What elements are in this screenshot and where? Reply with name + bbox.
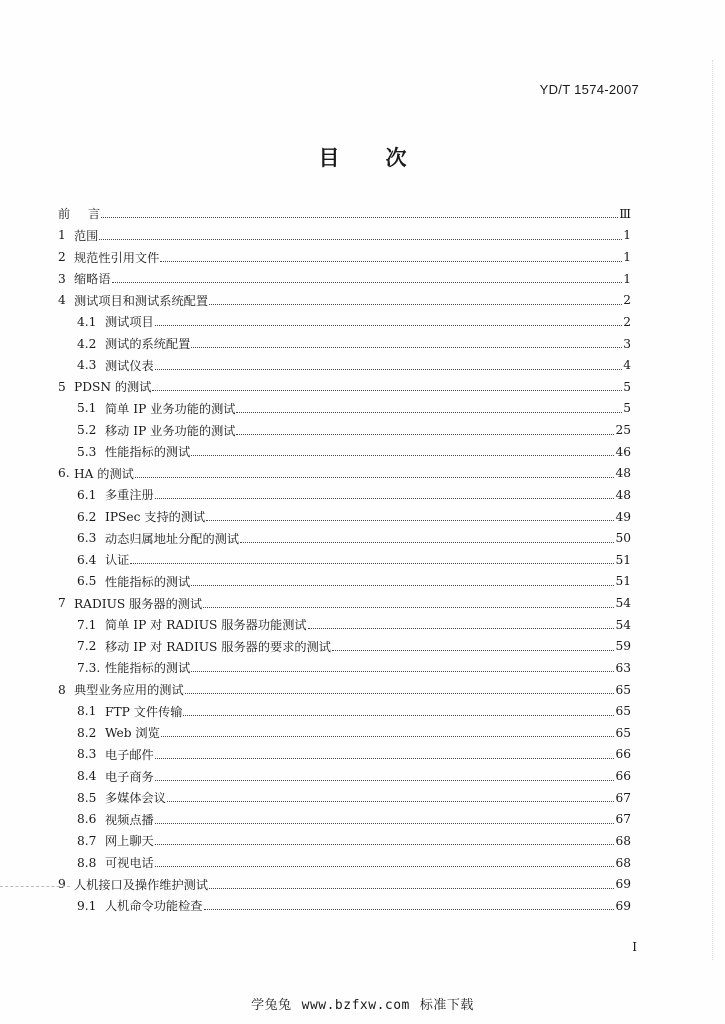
toc-entry [58,463,631,485]
toc-entry-label: RADIUS 服务器的测试 [74,596,203,611]
title-char-2: 次 [385,146,407,170]
toc-entry-number: 7.2 [77,639,97,654]
toc-entry [58,636,631,658]
toc-entry [58,419,631,441]
toc-entry [58,744,631,766]
toc-entry-number: 3 [58,271,66,286]
toc-entry-page: 65 [615,682,631,697]
toc-leader-dots [155,359,622,370]
toc-entry-number: 8 [58,682,66,697]
toc-entry-label: 人机接口及操作维护测试 [74,877,209,892]
toc-entry-page: 59 [615,639,631,654]
toc-entry-number: 5.1 [77,401,97,416]
toc-entry-number: 5.2 [77,423,97,438]
toc-entry-label: 多媒体会议 [105,791,166,806]
toc-leader-dots [185,683,615,694]
toc-entry-page: 54 [615,596,631,611]
toc-leader-dots [308,618,615,629]
toc-entry [58,268,631,290]
toc-entry-label: 人机命令功能检查 [105,899,203,914]
toc-entry-number: 5.3 [77,444,97,459]
footer-watermark [0,994,725,1013]
toc-leader-dots [204,899,615,910]
toc-entry-page: 1 [623,228,631,243]
toc-entry-page: 69 [615,898,631,913]
toc-entry-page: 67 [615,790,631,805]
toc-entry [58,700,631,722]
toc-leader-dots [112,272,623,283]
toc-entry-number: 8.3 [77,747,97,762]
toc-entry-label: 多重注册 [105,488,154,503]
toc-leader-dots [155,770,615,781]
toc-entry-page: 66 [615,747,631,762]
toc-leader-dots [161,726,615,737]
toc-entry-number: 8.8 [77,855,97,870]
toc-entry-page: 54 [615,617,631,632]
toc-entry-number: 6.3 [77,531,97,546]
toc-entry [58,506,631,528]
toc-entry [58,354,631,376]
toc-entry-page: 48 [615,487,631,502]
toc-entry [58,333,631,355]
toc-leader-dots [183,705,614,716]
toc-entry [58,311,631,333]
toc-entry-page: 69 [615,877,631,892]
toc-entry-page: 66 [615,769,631,784]
toc-entry-label: 言 [88,207,101,222]
toc-entry [58,376,631,398]
toc-entry-page: 5 [623,401,631,416]
toc-entry-page: 5 [623,379,631,394]
toc-entry-page: 4 [623,358,631,373]
toc-entry-label: 规范性引用文件 [74,250,160,265]
footer-right: 标准下载 [419,998,474,1013]
toc-entry-page: 51 [615,574,631,589]
toc-entry [58,895,631,917]
toc-entry-label: 测试项目 [105,315,154,330]
toc-entry [58,246,631,268]
toc-entry-number: 8.1 [77,704,97,719]
toc-entry [58,830,631,852]
toc-entry-label: 网上聊天 [105,834,154,849]
toc-leader-dots [191,445,614,456]
toc-entry [58,852,631,874]
footer-site: www.bzfxw.com [301,998,410,1013]
toc-entry [58,722,631,744]
toc-entry-number: 6.1 [77,487,97,502]
toc-leader-dots [155,315,622,326]
toc-entry-page: 2 [623,293,631,308]
toc-entry-number: 4.2 [77,336,97,351]
toc-entry-page: 46 [615,444,631,459]
toc-entry [58,679,631,701]
toc-entry [58,225,631,247]
toc-entry-label: 范围 [74,228,99,243]
toc-entry [58,873,631,895]
toc-entry-label: 视频点播 [105,812,154,827]
toc-leader-dots [155,813,615,824]
toc-leader-dots [209,878,614,889]
toc-leader-dots [236,402,622,413]
toc-entry-page: 68 [615,855,631,870]
toc-entry-number: 5 [58,379,66,394]
toc-entry [58,398,631,420]
toc-entry-label: Web 浏览 [105,726,160,741]
toc-entry-label: 认证 [105,553,130,568]
toc-entry-page: 63 [615,660,631,675]
toc-entry-number: 6.2 [77,509,97,524]
toc-entry-label: 移动 IP 对 RADIUS 服务器的要求的测试 [105,639,331,654]
toc-entry-label: 性能指标的测试 [105,574,191,589]
toc-entry [58,571,631,593]
toc-entry-number: 前 [58,207,71,222]
toc-entry-page: 49 [615,509,631,524]
toc-entry-label: 可视电话 [105,856,154,871]
toc-entry-page: 65 [615,704,631,719]
toc-entry-number: 8.4 [77,769,97,784]
toc-entry [58,809,631,831]
toc-entry [58,203,631,225]
toc-leader-dots [236,424,614,435]
toc-entry-label: 性能指标的测试 [105,445,191,460]
scan-artifact-edge [712,60,713,960]
toc-entry-number: 6. [58,466,70,481]
toc-entry-number: 1 [58,228,66,243]
toc-leader-dots [130,553,614,564]
toc-leader-dots [191,661,614,672]
toc-entry-label: 测试仪表 [105,358,154,373]
toc-entry-label: 移动 IP 业务功能的测试 [105,423,236,438]
toc-entry-number: 8.6 [77,812,97,827]
toc-entry-page: 1 [623,271,631,286]
toc-leader-dots [99,229,622,240]
toc-entry-page: 2 [623,314,631,329]
toc-entry-page: 48 [615,466,631,481]
page-title [0,142,725,172]
toc-leader-dots [332,640,615,651]
toc-entry-label: 简单 IP 业务功能的测试 [105,401,236,416]
toc-leader-dots [206,510,614,521]
toc-leader-dots [101,207,618,218]
toc-entry-label: 缩略语 [74,272,111,287]
toc-entry-label: IPSec 支持的测试 [105,510,206,525]
toc-entry-number: 6.4 [77,552,97,567]
toc-leader-dots [203,597,614,608]
toc-entry [58,441,631,463]
toc-entry-number: 7.3. [77,660,101,675]
toc-entry-page: 25 [615,423,631,438]
toc-entry-label: 测试项目和测试系统配置 [74,293,209,308]
toc-entry-number: 4 [58,293,66,308]
page-number: I [632,940,637,954]
toc-entry [58,290,631,312]
toc-entry-page: 65 [615,725,631,740]
toc-entry-number: 8.7 [77,833,97,848]
toc-entry-page: 68 [615,833,631,848]
toc-entry-label: PDSN 的测试 [74,380,152,395]
toc-entry-page: 3 [623,336,631,351]
toc-entry-label: 测试的系统配置 [105,337,191,352]
toc-entry-number: 7.1 [77,617,97,632]
toc-entry-label: 性能指标的测试 [105,661,191,676]
toc-entry [58,549,631,571]
toc-entry-label: HA 的测试 [74,466,134,481]
toc-leader-dots [191,575,614,586]
toc-entry [58,657,631,679]
toc-entry [58,614,631,636]
toc-entry [58,592,631,614]
toc-entry-label: 简单 IP 对 RADIUS 服务器功能测试 [105,618,307,633]
toc-entry-number: 7 [58,596,66,611]
toc-entry-page: 1 [623,250,631,265]
standard-code: YD/T 1574-2007 [539,82,639,97]
toc-entry-page: 67 [615,812,631,827]
toc-entry [58,527,631,549]
toc-entry-page: 50 [615,531,631,546]
toc-entry-number: 4.1 [77,314,97,329]
toc-entry-label: 典型业务应用的测试 [74,683,184,698]
footer-left: 学兔兔 [251,998,292,1013]
toc-entry [58,787,631,809]
toc-entry-number: 9.1 [77,898,97,913]
toc-entry [58,765,631,787]
toc-leader-dots [167,791,615,802]
toc-entry-label: FTP 文件传输 [105,704,183,719]
toc-entry-number: 8.5 [77,790,97,805]
table-of-contents [58,203,631,917]
toc-leader-dots [209,294,622,305]
toc-leader-dots [152,380,622,391]
toc-leader-dots [135,467,615,478]
toc-entry-number: 8.2 [77,725,97,740]
toc-leader-dots [155,488,615,499]
toc-entry-page: Ⅲ [619,206,631,221]
toc-leader-dots [155,834,615,845]
toc-leader-dots [155,748,615,759]
toc-entry-label: 电子商务 [105,769,154,784]
toc-leader-dots [240,532,614,543]
toc-entry-number: 2 [58,250,66,265]
toc-leader-dots [155,856,615,867]
toc-entry-page: 51 [615,552,631,567]
scan-artifact-line [0,886,70,887]
title-char-1: 目 [318,146,340,170]
toc-entry-number: 6.5 [77,574,97,589]
toc-entry-label: 动态归属地址分配的测试 [105,531,240,546]
toc-leader-dots [160,251,622,262]
toc-entry [58,484,631,506]
toc-entry-number: 9 [58,877,66,892]
toc-entry-label: 电子邮件 [105,747,154,762]
toc-entry-number: 4.3 [77,358,97,373]
toc-leader-dots [191,337,622,348]
